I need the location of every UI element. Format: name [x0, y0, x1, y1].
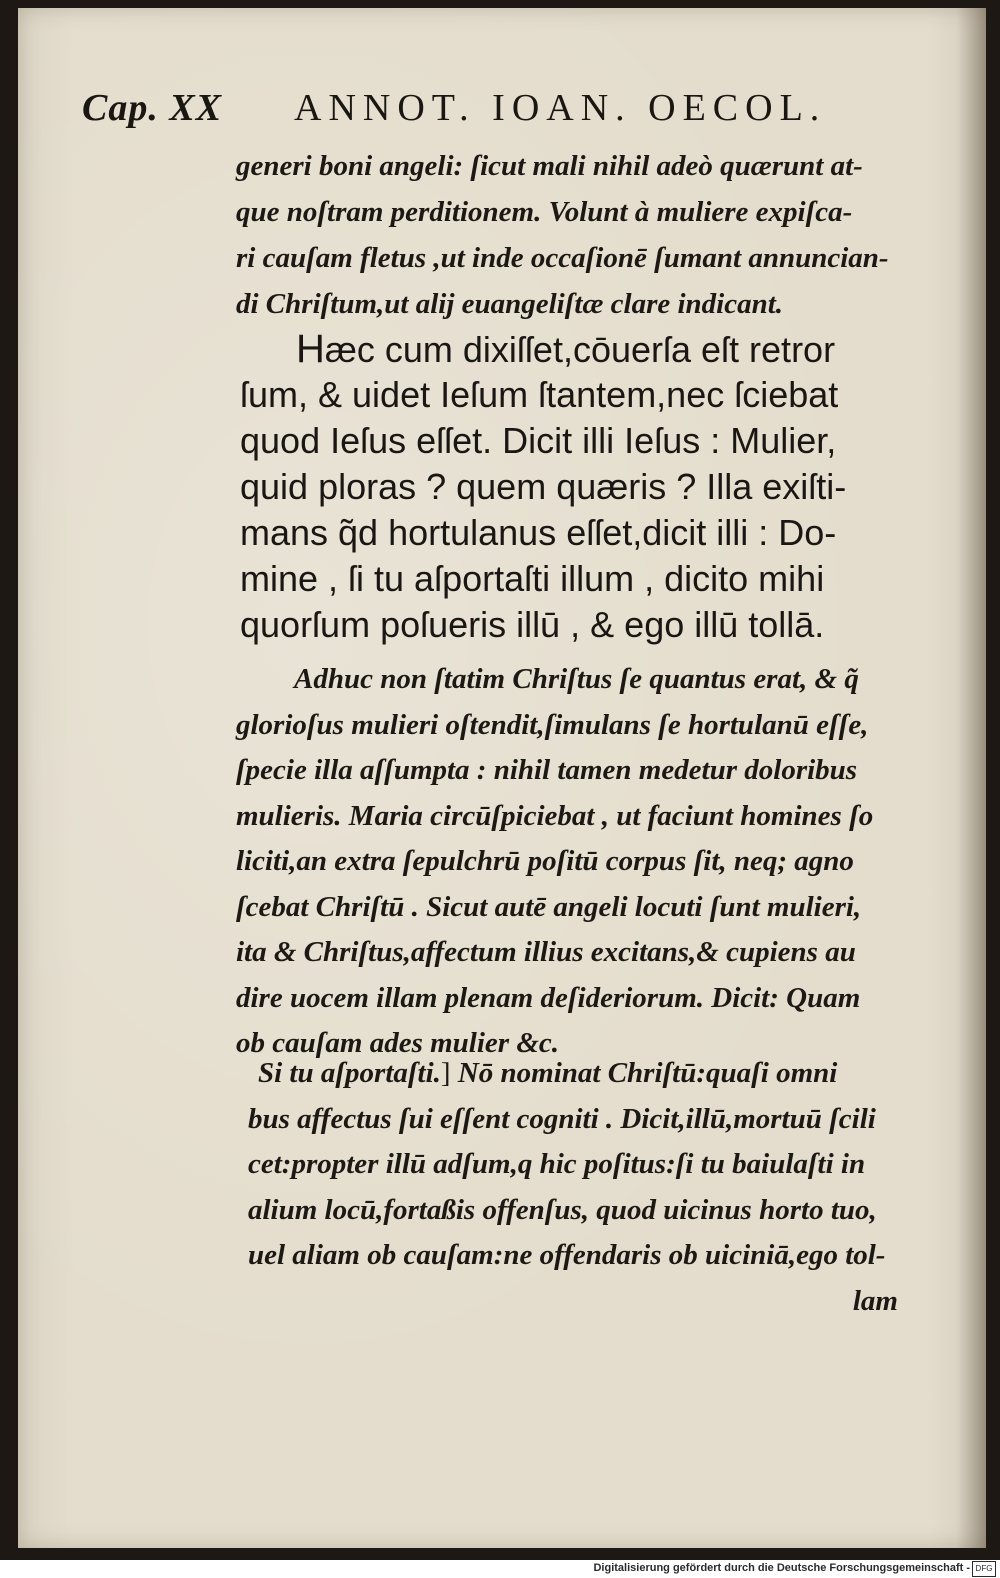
commentary-line: generi boni angeli: ſicut mali nihil adeò quærunt at- — [236, 150, 863, 182]
scripture-line: quid ploras ? quem quæris ? Illa exiſti- — [240, 466, 847, 507]
dfg-logo: DFG — [972, 1561, 996, 1577]
lemma-line — [258, 1051, 898, 1097]
commentary-block-bottom — [248, 1051, 898, 1324]
commentary-line: que noſtram perditionem. Volunt à muliere expiſca- — [236, 196, 853, 228]
commentary-line: ſcebat Chriſtū . Sicut autē angeli locuti ſunt mulieri, — [236, 890, 862, 923]
scripture-line: quod Ieſus eſſet. Dicit illi Ieſus : Mulier, — [240, 420, 837, 461]
running-title: ANNOT. IOAN. OECOL. — [294, 87, 827, 129]
commentary-line: cet:propter illū adſum,q hic poſitus:ſi tu baiulaſti in — [248, 1148, 866, 1180]
scripture-line: mine , ſi tu aſportaſti illum , dicito mihi — [240, 558, 825, 599]
scripture-passage — [240, 326, 900, 648]
chapter-number: Cap. XX — [82, 87, 223, 129]
commentary-block-middle — [236, 657, 896, 1067]
commentary-line: ri cauſam fletus ,ut inde occaſionē ſumant annuncian- — [236, 242, 889, 274]
commentary-block-top — [236, 143, 896, 327]
commentary-line: di Chriſtum,ut alij euangeliſtæ clare indicant. — [236, 288, 784, 320]
commentary-line: mulieris. Maria circūſpiciebat , ut faciunt homines ſo — [236, 799, 874, 832]
scripture-line: mans q̃d hortulanus eſſet,dicit illi : Do- — [240, 512, 837, 553]
funding-credit: Digitalisierung gefördert durch die Deutsche Forschungsgemeinschaft - — [593, 1562, 970, 1574]
commentary-line: ſpecie illa aſſumpta : nihil tamen medetur doloribus — [236, 754, 858, 786]
page-edge-shadow — [956, 8, 986, 1548]
commentary-line: ita & Chriſtus,affectum illius excitans,& cupiens au — [236, 936, 856, 968]
commentary-line: uel aliam ob cauſam:ne offendaris ob uiciniā,ego tol- — [248, 1239, 886, 1271]
scripture-line — [240, 326, 900, 372]
catchword: lam — [852, 1284, 898, 1317]
initial-letter: H — [296, 327, 325, 371]
running-header — [82, 86, 882, 136]
scripture-line-text: æc cum dixiſſet,cōuerſa eſt retror — [324, 329, 836, 370]
commentary-line: liciti,an extra ſepulchrū poſitū corpus ſit, neq; agno — [236, 845, 854, 877]
lemma-bracket: ] — [440, 1057, 451, 1089]
commentary-line: alium locū,fortaßis offenſus, quod uicinus horto tuo, — [248, 1193, 877, 1226]
commentary-line-text: Nō nominat Chriſtū:quaſi omni — [457, 1057, 838, 1089]
lemma: Si tu aſportaſti. — [258, 1057, 441, 1089]
scripture-line: ſum, & uidet Ieſum ſtantem,nec ſciebat — [240, 374, 839, 415]
commentary-line: bus affectus ſui eſſent cogniti . Dicit,illū,mortuū ſcili — [248, 1102, 876, 1135]
commentary-line: Adhuc non ſtatim Chriſtus ſe quantus erat, & q̃ — [294, 663, 859, 695]
commentary-line: ob cauſam ades mulier &c. — [236, 1027, 560, 1059]
commentary-line: glorioſus mulieri oſtendit,ſimulans ſe hortulanū eſſe, — [236, 708, 869, 741]
commentary-line: dire uocem illam plenam deſideriorum. Dicit: Quam — [236, 981, 861, 1014]
scripture-line: quorſum poſueris illū , & ego illū tollā. — [240, 604, 825, 645]
